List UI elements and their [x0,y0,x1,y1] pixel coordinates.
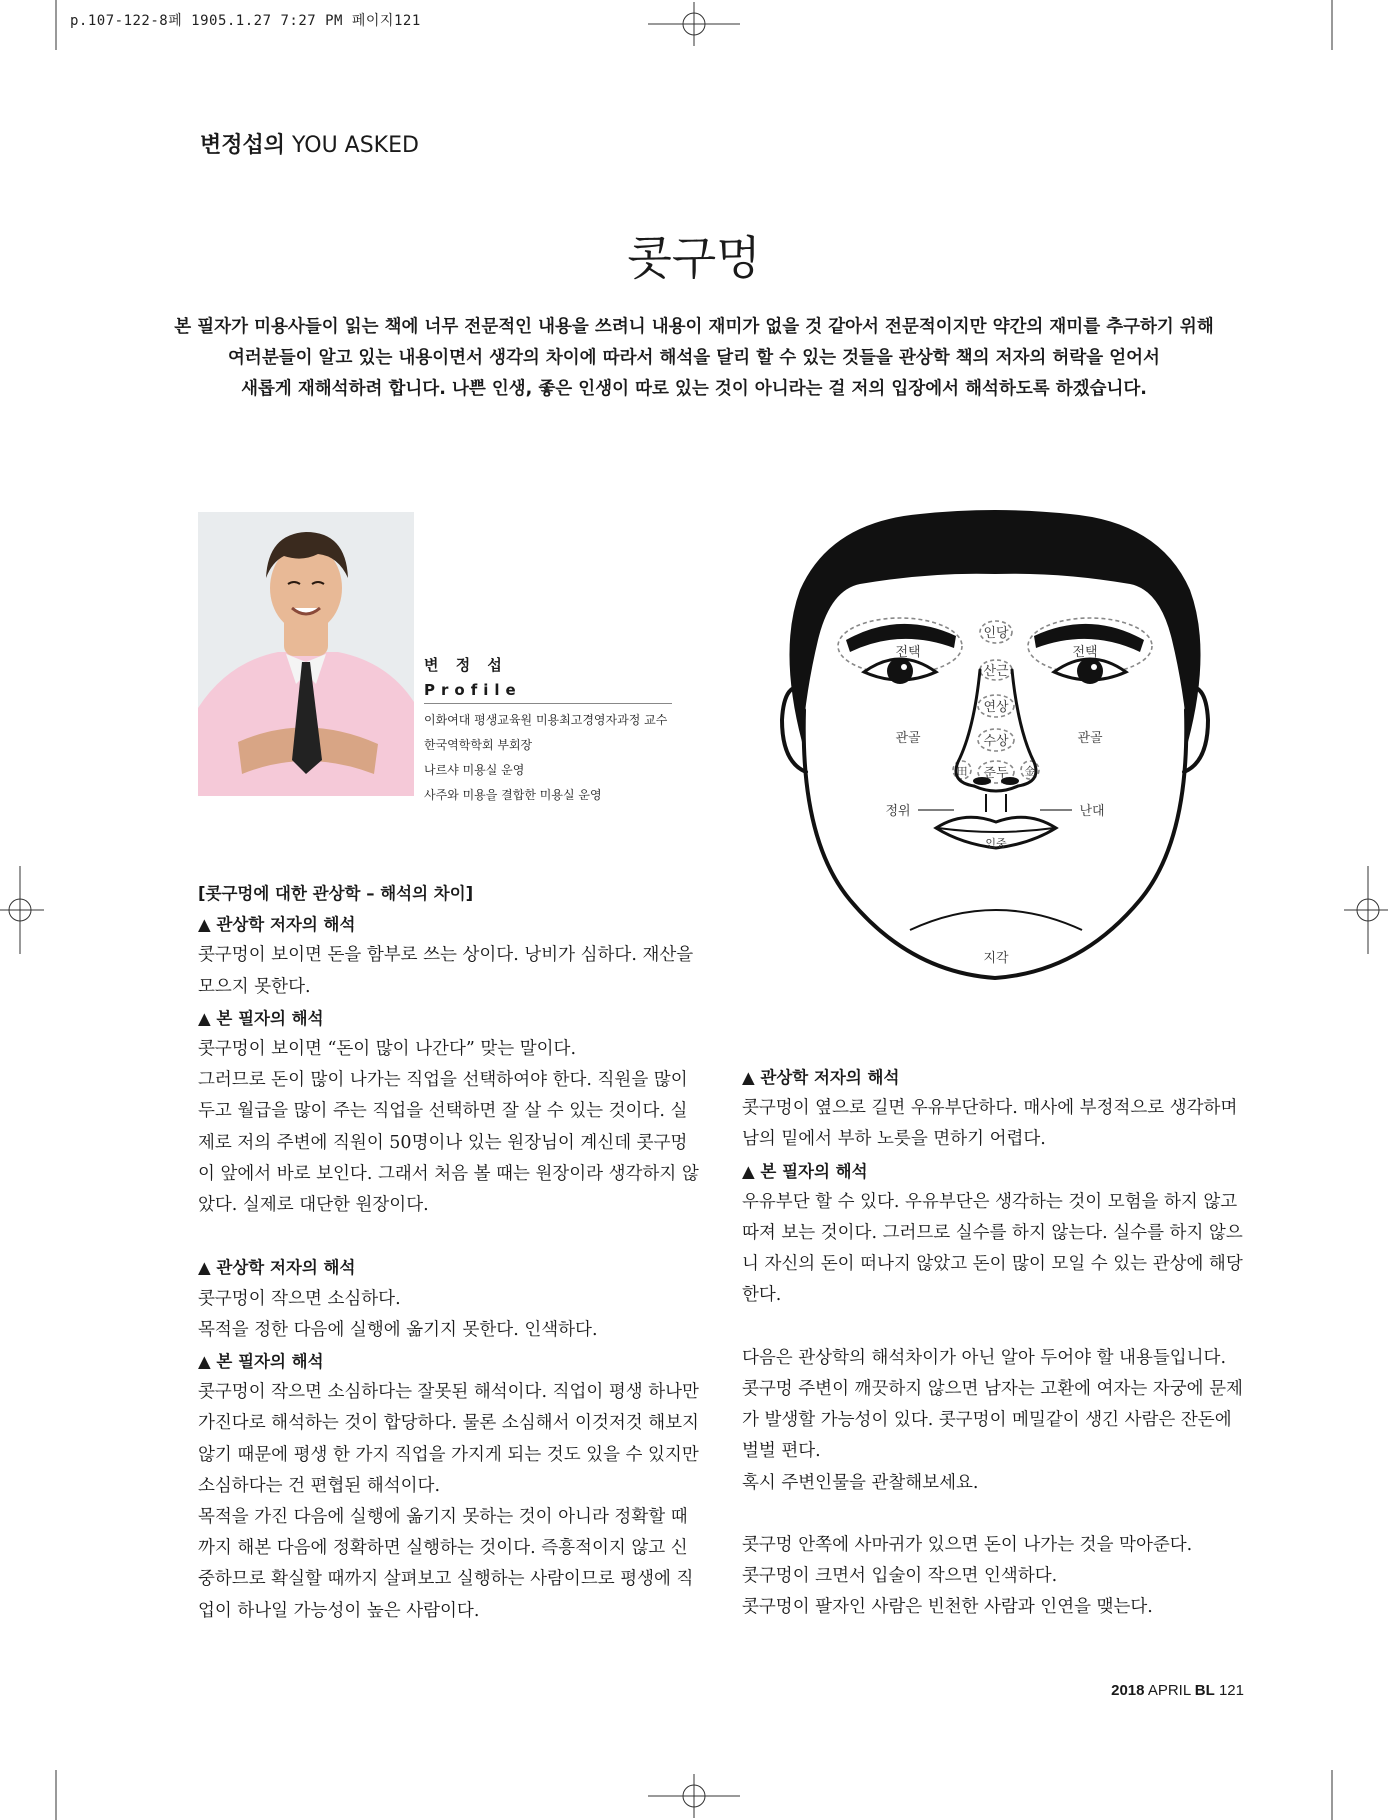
right-paragraph: 콧구멍이 크면서 입술이 작으면 인색하다. [742,1566,1058,1587]
label-gwangol-left: 관골 [895,731,921,746]
left-subheading: ▲ 본 필자의 해석 [198,1352,324,1372]
philtrum [986,794,1006,812]
left-column [198,878,700,1627]
label-injung: 인중 [985,837,1007,850]
left-paragraph: 목적을 정한 다음에 실행에 옮기지 못한다. 인색하다. [198,1319,598,1340]
left-subheading: ▲ 본 필자의 해석 [198,1008,324,1028]
label-jeontaek-right: 전택 [1072,645,1098,660]
label-jeon: 田 [956,765,968,778]
label-susang: 수상 [983,734,1009,749]
right-paragraph: 혹시 주변인물을 관찰해보세요. [742,1472,979,1493]
right-paragraph: 콧구멍이 팔자인 사람은 빈천한 사람과 인연을 맺는다. [742,1597,1153,1618]
right-subheading: ▲ 관상학 저자의 해석 [742,1068,900,1087]
section-label-bold: 변정섭의 [200,133,286,158]
right-column [742,1062,1244,1624]
left-paragraph: 콧구멍이 작으면 소심하다는 잘못된 해석이다. 직업이 평생 하나만 가진다로 해석하는 것이 합당하다. 물론 소심해서 이것저것 해보지 않기 때문에 평생 한 가지 직업을 가지게 되는 것도 있을 수 있지만 소심하다는 건 편협된 해석이다. [198,1382,699,1496]
right-paragraph: 콧구멍이 옆으로 길면 우유부단하다. 매사에 부정적으로 생각하며 남의 밑에서 부하 노릇을 면하기 어렵다. [742,1098,1238,1150]
left-paragraph: 콧구멍이 작으면 소심하다. [198,1288,401,1309]
footer-page-number: 121 [1218,1682,1244,1699]
right-subheading: ▲ 본 필자의 해석 [742,1161,868,1181]
label-gwangol-right: 관골 [1077,731,1103,746]
paragraph-gap [742,1312,1244,1343]
chin-line [910,910,1082,930]
left-paragraph: 목적을 가진 다음에 실행에 옮기지 못하는 것이 아니라 정확할 때까지 해본 다음에 정확하면 실행하는 것이다. 즉흥적이지 않고 신중하므로 확실할 때까지 살펴보고 실행하는 사람이므로 평생에 직업이 하나일 가능성이 높은 사람이다. [198,1507,694,1621]
label-geum: 金 [1024,765,1036,778]
left-subheading: ▲ 관상학 저자의 해석 [198,1258,356,1278]
left-paragraph: 콧구멍이 보이면 돈을 함부로 쓰는 상이다. 낭비가 심하다. 재산을 모으지 못한다. [198,945,694,997]
label-yeonsang: 연상 [983,700,1009,715]
page-footer [1086,1682,1244,1699]
intro-paragraph [160,312,1228,405]
profile-list [424,708,672,808]
label-nandae: 난대 [1079,804,1105,819]
intro-line: 본 필자가 미용사들이 읽는 책에 너무 전문적인 내용을 쓰려니 내용이 재미가 없을 것 같아서 전문적이지만 약간의 재미를 추구하기 위해 [174,317,1214,337]
right-paragraph: 다음은 관상학의 해석차이가 아닌 알아 두어야 할 내용들입니다. [742,1347,1227,1368]
face-diagram [760,510,1230,984]
label-jigak: 지각 [983,951,1009,966]
left-subheading: ▲ 관상학 저자의 해석 [198,915,356,935]
footer-month: APRIL [1147,1682,1191,1699]
footer-magazine: BL [1194,1682,1215,1699]
author-name: 변 정 섭 [424,656,508,674]
label-junggwi: 정위 [885,804,911,819]
profile-line: 이화여대 평생교육원 미용최고경영자과정 교수 [424,713,668,727]
article-title: 콧구멍 [627,231,761,285]
profile-line: 사주와 미용을 결합한 미용실 운영 [424,788,602,802]
profile-line: 나르샤 미용실 운영 [424,763,525,777]
profile-tag: Profile [424,681,672,704]
author-photo [198,512,414,796]
footer-year: 2018 [1111,1682,1145,1699]
label-sangeun: 산근 [983,664,1009,679]
section-label-rest: YOU ASKED [292,133,419,158]
author-profile [424,654,672,808]
intro-line: 새롭게 재해석하려 합니다. 나쁜 인생, 좋은 인생이 따로 있는 것이 아니라는 걸 저의 입장에서 해석하도록 하겠습니다. [241,379,1147,399]
print-header: p.107-122-8페 1905.1.27 7:27 PM 페이지121 [70,13,421,29]
label-indang: 인당 [983,626,1009,641]
label-jeontaek-left: 전택 [895,645,921,660]
left-paragraph: 콧구멍이 보이면 “돈이 많이 나간다” 맞는 말이다. [198,1039,577,1060]
paragraph-gap [198,1221,700,1252]
section-label [200,128,419,159]
right-paragraph: 우유부단 할 수 있다. 우유부단은 생각하는 것이 모험을 하지 않고 따져 보는 것이다. 그러므로 실수를 하지 않는다. 실수를 하지 않으니 자신의 돈이 떠나지 않았고 돈이 많이 모일 수 있는 관상에 해당한다. [742,1191,1243,1306]
label-jundu: 준두 [983,766,1009,781]
left-heading: [콧구멍에 대한 관상학 – 해석의 차이] [198,884,474,903]
left-paragraph: 그러므로 돈이 많이 나가는 직업을 선택하여야 한다. 직원을 많이 두고 월급을 많이 주는 직업을 선택하면 잘 살 수 있는 것이다. 실제로 저의 주변에 직원이 50명이나 있는 원장님이 계신데 콧구멍이 앞에서 바로 보인다. 그래서 처음 볼 때는 원장이라 생각하지 않았다. 실제로 대단한 원장이다. [198,1070,699,1216]
profile-line: 한국역학학회 부회장 [424,738,533,752]
right-paragraph: 콧구멍 안쪽에 사마귀가 있으면 돈이 나가는 것을 막아준다. [742,1535,1193,1556]
intro-line: 여러분들이 알고 있는 내용이면서 생각의 차이에 따라서 해석을 달리 할 수 있는 것들을 관상학 책의 저자의 허락을 얻어서 [228,348,1160,368]
paragraph-gap [742,1499,1244,1530]
right-paragraph: 콧구멍 주변이 깨끗하지 않으면 남자는 고환에 여자는 자궁에 문제가 발생할 가능성이 있다. 콧구멍이 메밀같이 생긴 사람은 잔돈에 벌벌 편다. [742,1379,1243,1462]
